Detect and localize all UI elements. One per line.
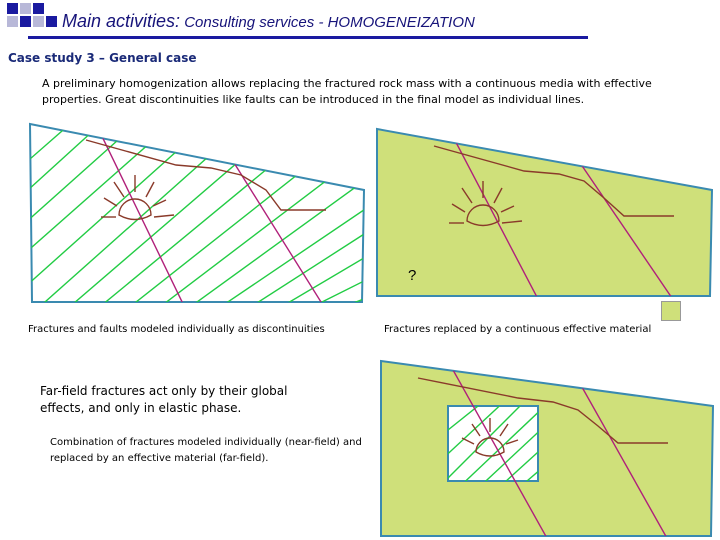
- page-title-main: Main activities:: [62, 11, 181, 31]
- header-square: [33, 16, 44, 27]
- section-subtitle: Case study 3 – General case: [8, 51, 197, 65]
- header-square: [7, 16, 18, 27]
- material-outline: [381, 361, 713, 536]
- question-mark: ?: [408, 267, 417, 284]
- effective-material-figure: [374, 126, 716, 301]
- material-swatch: [661, 301, 681, 321]
- left-caption: Fractures and faults modeled individually as discontinuities: [28, 324, 325, 335]
- discontinuities-figure: [26, 120, 371, 310]
- farfield-note: Far-field fractures act only by their global effects, and only in elastic phase.: [40, 384, 288, 415]
- header-square: [46, 16, 57, 27]
- near-field-zone: [448, 406, 538, 481]
- intro-paragraph: A preliminary homogenization allows replacing the fractured rock mass with a continuous media with effective properties. Great discontinuities like faults can be introduced in the final model as individual lines.: [42, 77, 652, 106]
- header-square: [20, 16, 31, 27]
- header-square: [20, 3, 31, 14]
- rock-mass-outline: [30, 124, 364, 302]
- material-outline: [377, 129, 712, 296]
- title-rule: [28, 36, 588, 39]
- page-title-sub: Consulting services - HOMOGENEIZATION: [180, 14, 475, 31]
- header-decoration: [0, 0, 60, 40]
- header-square: [7, 3, 18, 14]
- header-square: [33, 3, 44, 14]
- page-title: [62, 11, 475, 32]
- right-caption: Fractures replaced by a continuous effective material: [384, 324, 652, 335]
- combination-note: Combination of fractures modeled individually (near-field) and replaced by an effective material (far-field).: [50, 437, 362, 464]
- combined-model-figure: [378, 358, 718, 540]
